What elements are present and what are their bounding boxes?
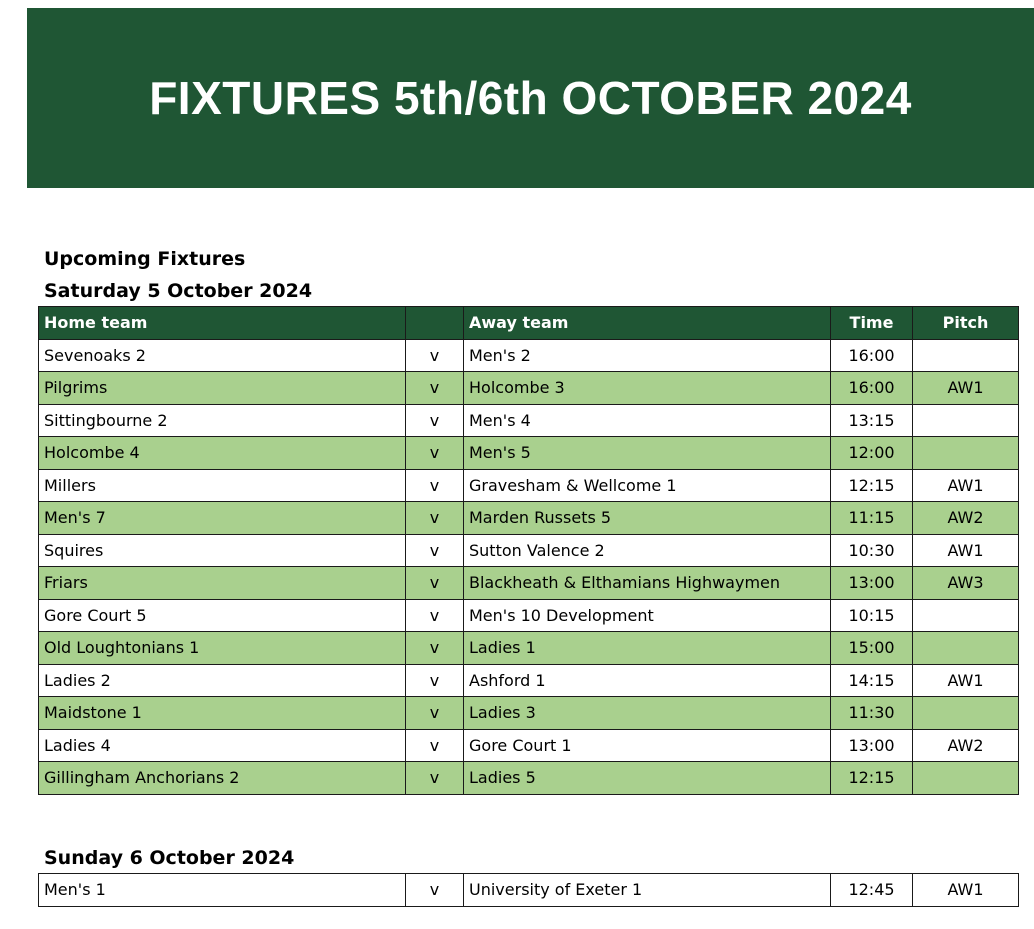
table-row <box>39 874 1019 907</box>
cell-home: Ladies 4 <box>39 729 406 762</box>
cell-pitch <box>913 762 1019 795</box>
table-row <box>39 567 1019 600</box>
cell-away: Blackheath & Elthamians Highwaymen <box>464 567 831 600</box>
cell-time: 10:15 <box>831 599 913 632</box>
header-vs <box>406 307 464 340</box>
cell-vs: v <box>406 469 464 502</box>
table-row <box>39 632 1019 665</box>
cell-pitch: AW2 <box>913 729 1019 762</box>
cell-pitch: AW3 <box>913 567 1019 600</box>
cell-vs: v <box>406 874 464 907</box>
cell-vs: v <box>406 404 464 437</box>
cell-time: 12:45 <box>831 874 913 907</box>
cell-time: 14:15 <box>831 664 913 697</box>
cell-away: Men's 10 Development <box>464 599 831 632</box>
cell-time: 12:15 <box>831 762 913 795</box>
cell-home: Friars <box>39 567 406 600</box>
table-row <box>39 372 1019 405</box>
cell-pitch <box>913 632 1019 665</box>
cell-away: Marden Russets 5 <box>464 502 831 535</box>
cell-away: Men's 4 <box>464 404 831 437</box>
cell-pitch <box>913 339 1019 372</box>
cell-time: 12:15 <box>831 469 913 502</box>
cell-pitch <box>913 404 1019 437</box>
cell-away: Ashford 1 <box>464 664 831 697</box>
table-row <box>39 404 1019 437</box>
cell-home: Squires <box>39 534 406 567</box>
cell-pitch: AW1 <box>913 664 1019 697</box>
table-row <box>39 437 1019 470</box>
cell-time: 11:15 <box>831 502 913 535</box>
header-pitch: Pitch <box>913 307 1019 340</box>
cell-vs: v <box>406 339 464 372</box>
cell-vs: v <box>406 762 464 795</box>
cell-vs: v <box>406 697 464 730</box>
cell-home: Men's 1 <box>39 874 406 907</box>
saturday-date-heading: Saturday 5 October 2024 <box>44 280 313 302</box>
cell-home: Pilgrims <box>39 372 406 405</box>
table-header-row <box>39 307 1019 340</box>
cell-vs: v <box>406 437 464 470</box>
cell-away: Gravesham & Wellcome 1 <box>464 469 831 502</box>
cell-vs: v <box>406 567 464 600</box>
cell-vs: v <box>406 534 464 567</box>
cell-away: Ladies 1 <box>464 632 831 665</box>
cell-time: 12:00 <box>831 437 913 470</box>
cell-home: Maidstone 1 <box>39 697 406 730</box>
cell-home: Gore Court 5 <box>39 599 406 632</box>
header-time: Time <box>831 307 913 340</box>
cell-vs: v <box>406 502 464 535</box>
table-row <box>39 599 1019 632</box>
cell-home: Holcombe 4 <box>39 437 406 470</box>
cell-vs: v <box>406 372 464 405</box>
cell-vs: v <box>406 632 464 665</box>
cell-home: Old Loughtonians 1 <box>39 632 406 665</box>
section-heading: Upcoming Fixtures <box>44 248 246 270</box>
table-row <box>39 697 1019 730</box>
cell-away: Ladies 3 <box>464 697 831 730</box>
cell-vs: v <box>406 664 464 697</box>
table-row <box>39 502 1019 535</box>
cell-time: 11:30 <box>831 697 913 730</box>
cell-time: 15:00 <box>831 632 913 665</box>
cell-pitch: AW1 <box>913 874 1019 907</box>
sunday-fixtures-table <box>38 873 1019 907</box>
cell-time: 13:00 <box>831 729 913 762</box>
cell-pitch <box>913 437 1019 470</box>
sunday-date-heading: Sunday 6 October 2024 <box>44 847 295 869</box>
cell-home: Gillingham Anchorians 2 <box>39 762 406 795</box>
page-title: FIXTURES 5th/6th OCTOBER 2024 <box>149 72 912 124</box>
header-home: Home team <box>39 307 406 340</box>
table-row <box>39 469 1019 502</box>
cell-time: 16:00 <box>831 339 913 372</box>
header-away: Away team <box>464 307 831 340</box>
cell-pitch <box>913 697 1019 730</box>
cell-pitch: AW2 <box>913 502 1019 535</box>
cell-home: Sittingbourne 2 <box>39 404 406 437</box>
cell-away: Sutton Valence 2 <box>464 534 831 567</box>
cell-pitch: AW1 <box>913 372 1019 405</box>
cell-time: 13:00 <box>831 567 913 600</box>
table-row <box>39 729 1019 762</box>
cell-vs: v <box>406 599 464 632</box>
cell-time: 16:00 <box>831 372 913 405</box>
cell-away: University of Exeter 1 <box>464 874 831 907</box>
cell-away: Men's 5 <box>464 437 831 470</box>
table-row <box>39 534 1019 567</box>
cell-time: 13:15 <box>831 404 913 437</box>
cell-time: 10:30 <box>831 534 913 567</box>
cell-pitch <box>913 599 1019 632</box>
cell-away: Ladies 5 <box>464 762 831 795</box>
cell-home: Millers <box>39 469 406 502</box>
table-row <box>39 339 1019 372</box>
saturday-fixtures-table <box>38 306 1019 795</box>
cell-pitch: AW1 <box>913 469 1019 502</box>
title-banner <box>27 8 1034 188</box>
cell-pitch: AW1 <box>913 534 1019 567</box>
cell-home: Sevenoaks 2 <box>39 339 406 372</box>
table-row <box>39 664 1019 697</box>
cell-home: Ladies 2 <box>39 664 406 697</box>
cell-away: Men's 2 <box>464 339 831 372</box>
cell-away: Gore Court 1 <box>464 729 831 762</box>
cell-home: Men's 7 <box>39 502 406 535</box>
table-row <box>39 762 1019 795</box>
cell-vs: v <box>406 729 464 762</box>
cell-away: Holcombe 3 <box>464 372 831 405</box>
